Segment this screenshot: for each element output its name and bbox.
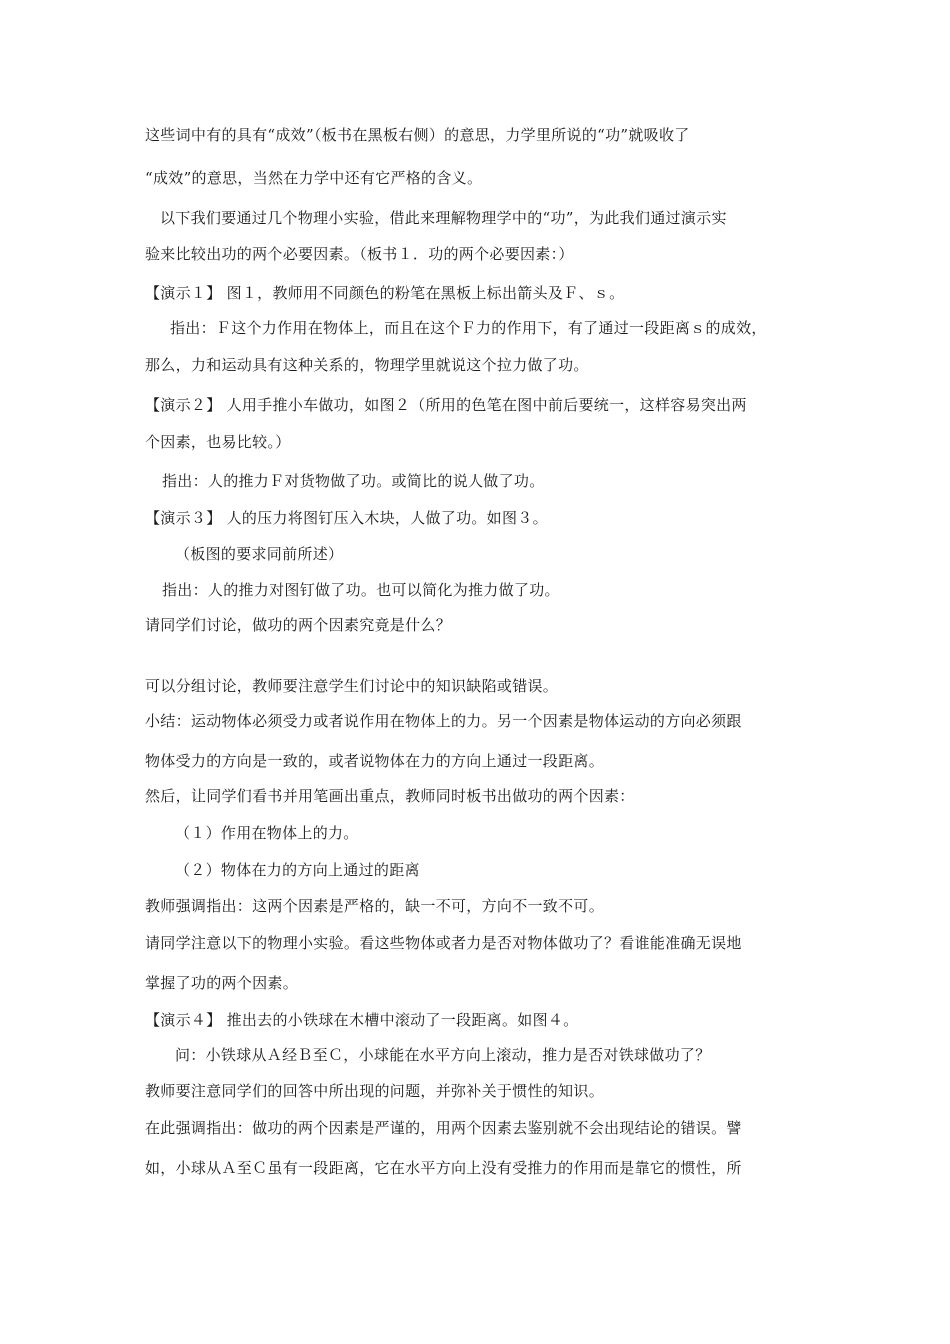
demo-4-heading: 【演示４】 推出去的小铁球在木槽中滚动了一段距离。如图４。 — [145, 1011, 579, 1029]
paragraph-line: 请同学注意以下的物理小实验。看这些物体或者力是否对物体做功了？看谁能准确无误地 — [145, 934, 742, 952]
paragraph-line: 在此强调指出：做功的两个因素是严谨的，用两个因素去鉴别就不会出现结论的错误。譬 — [145, 1119, 742, 1137]
paragraph-line: 这些词中有的具有“成效”（板书在黑板右侧）的意思，力学里所说的“功”就吸收了 — [145, 126, 690, 144]
paragraph-line: 以下我们要通过几个物理小实验，借此来理解物理学中的“功”，为此我们通过演示实 — [160, 209, 727, 227]
demo-2-heading: 【演示２】 人用手推小车做功，如图２（所用的色笔在图中前后要统一，这样容易突出两 — [145, 396, 747, 414]
summary-line: 小结：运动物体必须受力或者说作用在物体上的力。另一个因素是物体运动的方向必须跟 — [145, 712, 742, 730]
paragraph-line: 可以分组讨论，教师要注意学生们讨论中的知识缺陷或错误。 — [145, 677, 559, 695]
factor-item-1: （１）作用在物体上的力。 — [175, 824, 359, 842]
demo-3-heading: 【演示３】 人的压力将图钉压入木块，人做了功。如图３。 — [145, 509, 548, 527]
paragraph-line: “成效”的意思，当然在力学中还有它严格的含义。 — [145, 169, 483, 187]
summary-line: 物体受力的方向是一致的，或者说物体在力的方向上通过一段距离。 — [145, 752, 605, 770]
demo-1-heading: 【演示１】 图１，教师用不同颜色的粉笔在黑板上标出箭头及Ｆ、ｓ。 — [145, 284, 625, 302]
paragraph-line: 教师要注意同学们的回答中所出现的问题，并弥补关于惯性的知识。 — [145, 1082, 605, 1100]
paragraph-line: 指出：人的推力对图钉做了功。也可以简化为推力做了功。 — [162, 581, 560, 599]
paragraph-line: （板图的要求同前所述） — [175, 545, 344, 563]
paragraph-line: 指出：人的推力Ｆ对货物做了功。或简比的说人做了功。 — [162, 472, 545, 490]
paragraph-line: 掌握了功的两个因素。 — [145, 974, 299, 992]
factor-item-2: （２）物体在力的方向上通过的距离 — [175, 861, 420, 879]
paragraph-line: 个因素，也易比较。） — [145, 433, 291, 451]
discussion-question: 请同学们讨论，做功的两个因素究竟是什么？ — [145, 616, 452, 634]
paragraph-line: 问：小铁球从Ａ经Ｂ至Ｃ，小球能在水平方向上滚动，推力是否对铁球做功了？ — [175, 1046, 711, 1064]
paragraph-line: 验来比较出功的两个必要因素。（板书１．功的两个必要因素：） — [145, 245, 574, 263]
paragraph-line: 然后，让同学们看书并用笔画出重点，教师同时板书出做功的两个因素： — [145, 787, 635, 805]
paragraph-line: 如，小球从Ａ至Ｃ虽有一段距离，它在水平方向上没有受推力的作用而是靠它的惯性，所 — [145, 1159, 742, 1177]
paragraph-line: 那么，力和运动具有这种关系的，物理学里就说这个拉力做了功。 — [145, 356, 589, 374]
paragraph-line: 指出：Ｆ这个力作用在物体上，而且在这个Ｆ力的作用下，有了通过一段距离ｓ的成效， — [170, 319, 767, 337]
paragraph-line: 教师强调指出：这两个因素是严格的，缺一不可，方向不一致不可。 — [145, 897, 605, 915]
